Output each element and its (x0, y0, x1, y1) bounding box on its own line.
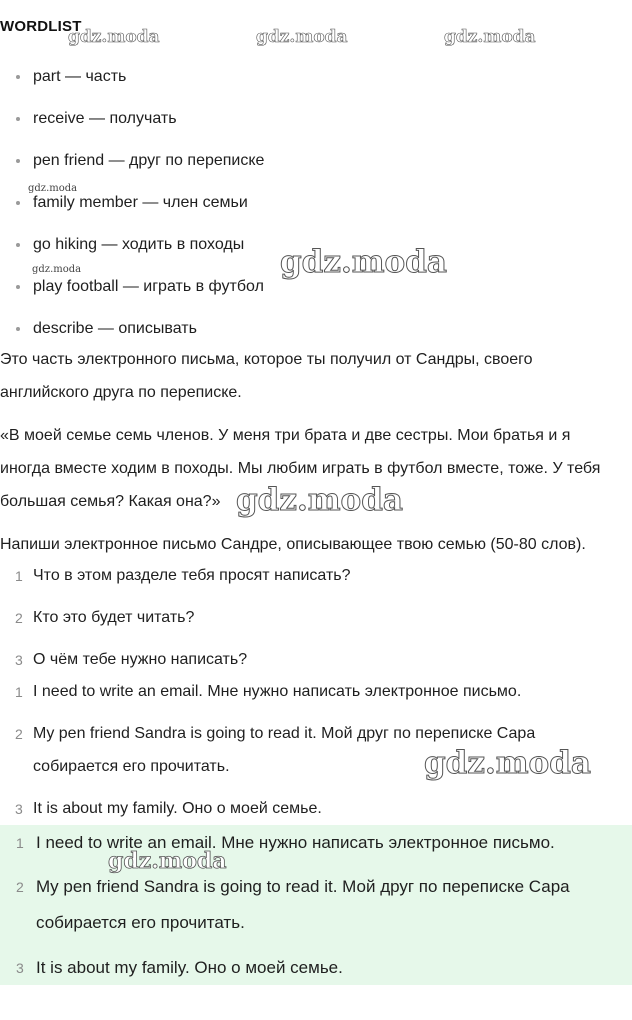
question-number: 2 (15, 610, 23, 626)
letter-line-3: большая семья? Какая она?» (0, 493, 221, 510)
intro-line-2: английского друга по переписке. (0, 384, 242, 401)
question-number: 1 (15, 568, 23, 584)
wordlist-item: part — часть (33, 68, 127, 85)
question-text: Кто это будет читать? (33, 609, 195, 626)
answer-number: 1 (16, 835, 24, 851)
answer-text: It is about my family. Оно о моей семье. (33, 800, 322, 817)
intro-line-1: Это часть электронного письма, которое ты получил от Сандры, своего (0, 351, 533, 368)
wordlist-item: go hiking — ходить в походы (33, 236, 245, 253)
letter-line-1: «В моей семье семь членов. У меня три брата и две сестры. Мои братья и я (0, 427, 571, 444)
question-text: Что в этом разделе тебя просят написать? (33, 567, 351, 584)
answer-number: 2 (15, 726, 23, 742)
answer-text-continued: собирается его прочитать. (36, 913, 245, 932)
bullet-dot (16, 243, 20, 247)
answer-text: My pen friend Sandra is going to read it. Мой друг по переписке Сара (36, 877, 570, 896)
answer-text: It is about my family. Оно о моей семье. (36, 958, 343, 977)
question-text: О чём тебе нужно написать? (33, 651, 248, 668)
wordlist-item: play football — играть в футбол (33, 278, 264, 295)
watermark: gdz.moda (28, 183, 78, 194)
answer-text: I need to write an email. Мне нужно написать электронное письмо. (33, 683, 522, 700)
bullet-dot (16, 75, 20, 79)
watermark: gdz.moda (280, 244, 447, 280)
watermark: gdz.moda (256, 27, 348, 47)
watermark: gdz.moda (424, 745, 591, 781)
watermark: gdz.moda (236, 482, 403, 518)
bullet-dot (16, 327, 20, 331)
bullet-dot (16, 285, 20, 289)
wordlist-item: describe — описывать (33, 320, 197, 337)
bullet-dot (16, 159, 20, 163)
wordlist-item: receive — получать (33, 110, 177, 127)
answer-text-continued: собирается его прочитать. (33, 758, 230, 775)
wordlist-heading: WORDLIST (0, 18, 82, 35)
wordlist-item: family member — член семьи (33, 194, 248, 211)
answer-text: I need to write an email. Мне нужно написать электронное письмо. (36, 833, 555, 852)
wordlist-item: pen friend — друг по переписке (33, 152, 265, 169)
task-text: Напиши электронное письмо Сандре, описывающее твою семью (50-80 слов). (0, 536, 586, 553)
answer-text: My pen friend Sandra is going to read it. Мой друг по переписке Сара (33, 725, 536, 742)
answer-number: 1 (15, 684, 23, 700)
watermark: gdz.moda (32, 264, 82, 275)
bullet-dot (16, 117, 20, 121)
answer-number: 3 (15, 801, 23, 817)
answer-number: 3 (16, 960, 24, 976)
watermark: gdz.moda (68, 27, 160, 47)
answer-number: 2 (16, 879, 24, 895)
letter-line-2: иногда вместе ходим в походы. Мы любим играть в футбол вместе, тоже. У тебя (0, 460, 601, 477)
watermark: gdz.moda (444, 27, 536, 47)
watermark: gdz.moda (108, 848, 227, 874)
question-number: 3 (15, 652, 23, 668)
bullet-dot (16, 201, 20, 205)
highlighted-answers (0, 825, 632, 985)
